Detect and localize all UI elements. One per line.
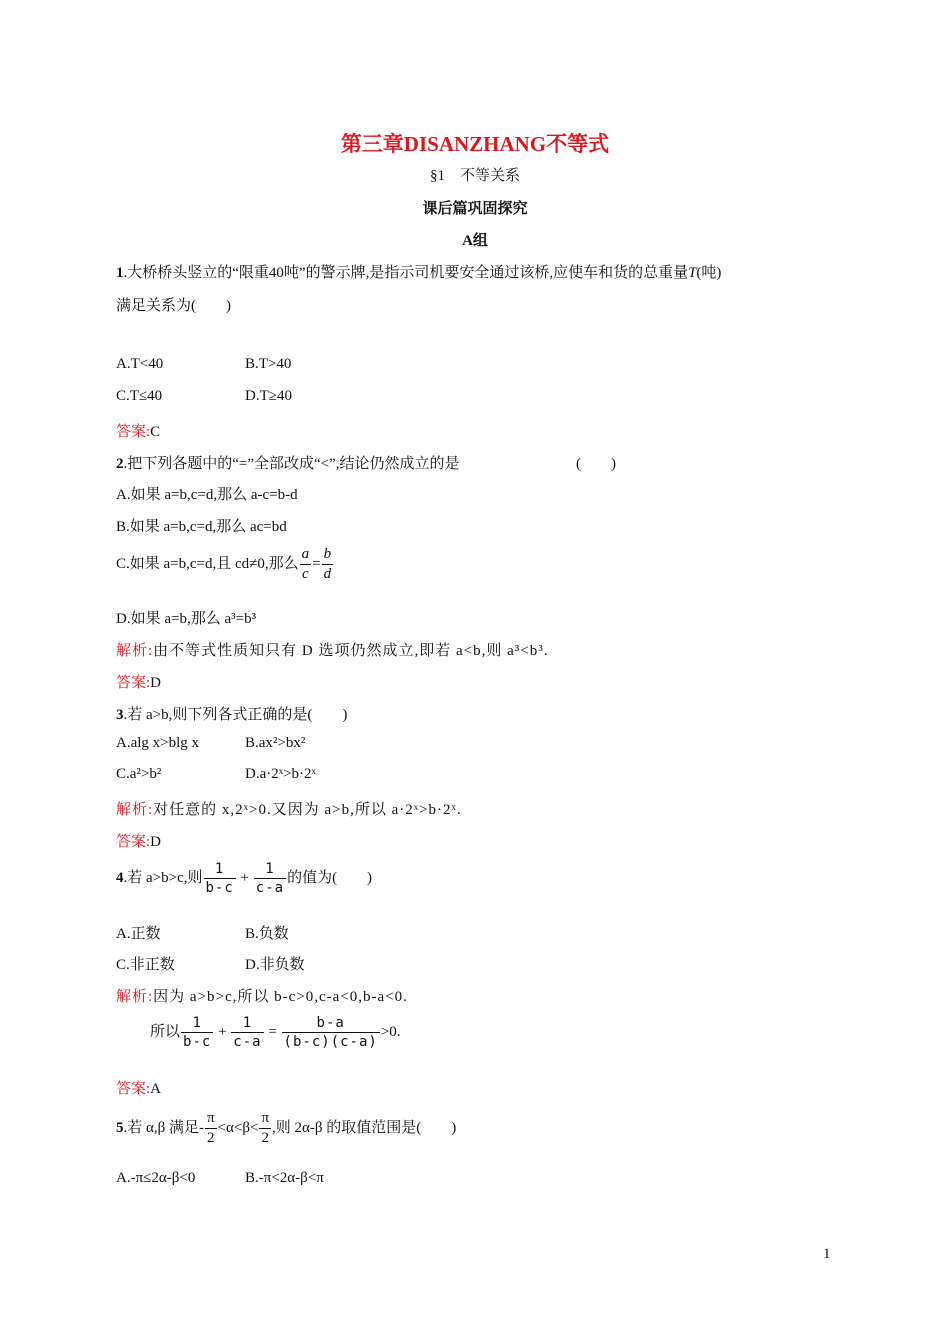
q1-option-c: C.T≤40 [116, 388, 163, 404]
q3-stem-text: .若 a>b,则下列各式正确的是( ) [123, 707, 348, 723]
analysis-label: 解析: [116, 989, 154, 1005]
q1-stem-line1 [116, 261, 721, 282]
analysis-label: 解析: [116, 802, 154, 818]
q4-option-d: D.非负数 [245, 957, 305, 973]
chapter-title: 第三章DISANZHANG不等式 [340, 132, 610, 156]
q3-option-a: A.alg x>blg x [116, 735, 200, 751]
q4-answer-value: A [150, 1081, 162, 1097]
q3-option-d: D.a·2ˣ>b·2ˣ [245, 766, 316, 782]
page-number: 1 [823, 1246, 831, 1262]
q5-inequality: <α<β< [217, 1119, 259, 1136]
q2-number: 2 [116, 456, 124, 472]
q2-stem [116, 452, 460, 473]
q4-option-a: A.正数 [116, 926, 161, 942]
q4-analysis [116, 985, 408, 1006]
subtitle: 课后篇巩固探究 [422, 201, 528, 217]
fraction-result: $\frac{b-a}{(b-c)(c-a)}$ [283, 1015, 378, 1050]
fraction-pi-over-2: $\frac{\pi}{2}$ [207, 1110, 215, 1146]
q2-option-c [116, 547, 334, 582]
q2-answer [116, 671, 161, 692]
group-heading: A组 [462, 233, 488, 249]
q1-stem-unit: (吨) [696, 265, 722, 281]
q3-option-b: B.ax²>bx² [245, 735, 306, 751]
q3-answer-value: D [150, 834, 162, 850]
fraction-1-over-c-minus-a: $\frac{1}{c-a}$ [255, 861, 285, 896]
q4-derivation-prefix: 所以 [150, 1023, 181, 1040]
q3-analysis [116, 798, 462, 819]
q4-stem-end: 的值为( ) [287, 869, 373, 886]
q4-stem [116, 862, 372, 895]
fraction-1-over-b-minus-c: $\frac{1}{b-c}$ [205, 861, 234, 896]
fraction-1-over-c-minus-a: $\frac{1}{c-a}$ [233, 1015, 262, 1050]
q2-analysis-text: 由不等式性质知只有 D 选项仍然成立,即若 a<b,则 a³<b³. [153, 643, 549, 659]
q4-stem-text: .若 a>b>c,则 [123, 869, 203, 886]
q5-stem-text: .若 α,β 满足- [123, 1119, 204, 1136]
q4-analysis-text: 因为 a>b>c,所以 b-c>0,c-a<0,b-a<0. [153, 989, 408, 1005]
q5-option-a: A.-π≤2α-β<0 [116, 1170, 196, 1186]
q4-derivation-end: >0. [380, 1023, 401, 1040]
q5-stem [116, 1111, 456, 1146]
fraction-a-over-c: $\frac{a}{c}$ [301, 546, 310, 582]
q1-option-b: B.T>40 [245, 356, 292, 372]
q2-option-b: B.如果 a=b,c=d,那么 ac=bd [116, 519, 287, 535]
analysis-label: 解析: [116, 643, 154, 659]
q2-option-c-text: C.如果 a=b,c=d,且 cd≠0,那么 [116, 555, 299, 572]
q1-stem-text: .大桥桥头竖立的“限重40吨”的警示牌,是指示司机要安全通过该桥,应使车和货的总重量 [123, 265, 689, 281]
q3-option-c: C.a²>b² [116, 766, 162, 782]
q5-option-b: B.-π<2α-β<π [245, 1170, 324, 1186]
section-heading: §1 不等关系 [429, 168, 520, 184]
q1-var: T [688, 265, 697, 281]
answer-label: 答案: [116, 675, 151, 691]
q1-stem-line2: 满足关系为( ) [116, 298, 231, 314]
q2-option-d: D.如果 a=b,那么 a³=b³ [116, 611, 257, 627]
q1-answer-value: C [150, 424, 161, 440]
q4-derivation [150, 1016, 401, 1049]
plus-sign: + [236, 869, 253, 886]
answer-label: 答案: [116, 424, 151, 440]
q1-option-a: A.T<40 [116, 356, 164, 372]
q2-answer-value: D [150, 675, 162, 691]
equals-sign: = [264, 1023, 281, 1040]
q4-option-b: B.负数 [245, 926, 289, 942]
q3-answer [116, 830, 161, 851]
fraction-b-over-d: $\frac{b}{d}$ [323, 546, 332, 582]
fraction-pi-over-2: $\frac{\pi}{2}$ [261, 1110, 270, 1146]
fraction-1-over-b-minus-c: $\frac{1}{b-c}$ [183, 1015, 212, 1050]
q4-number: 4 [116, 869, 124, 886]
q1-number: 1 [116, 265, 124, 281]
q3-analysis-text: 对任意的 x,2ˣ>0.又因为 a>b,所以 a·2ˣ>b·2ˣ. [153, 802, 462, 818]
q1-answer [116, 420, 160, 441]
q2-option-a: A.如果 a=b,c=d,那么 a-c=b-d [116, 487, 298, 503]
answer-label: 答案: [116, 1081, 151, 1097]
q4-option-c: C.非正数 [116, 957, 175, 973]
equals-sign: = [312, 555, 321, 572]
q1-option-d: D.T≥40 [245, 388, 292, 404]
q2-stem-text: .把下列各题中的“=”全部改成“<”,结论仍然成立的是 [123, 456, 460, 472]
q5-stem-end: ,则 2α-β 的取值范围是( ) [272, 1119, 457, 1136]
q2-analysis [116, 639, 549, 660]
q3-number: 3 [116, 707, 124, 723]
q2-paren: ( ) [576, 456, 616, 472]
q3-stem [116, 703, 347, 724]
q4-answer [116, 1077, 161, 1098]
plus-sign: + [214, 1023, 231, 1040]
q5-number: 5 [116, 1119, 124, 1136]
answer-label: 答案: [116, 834, 151, 850]
